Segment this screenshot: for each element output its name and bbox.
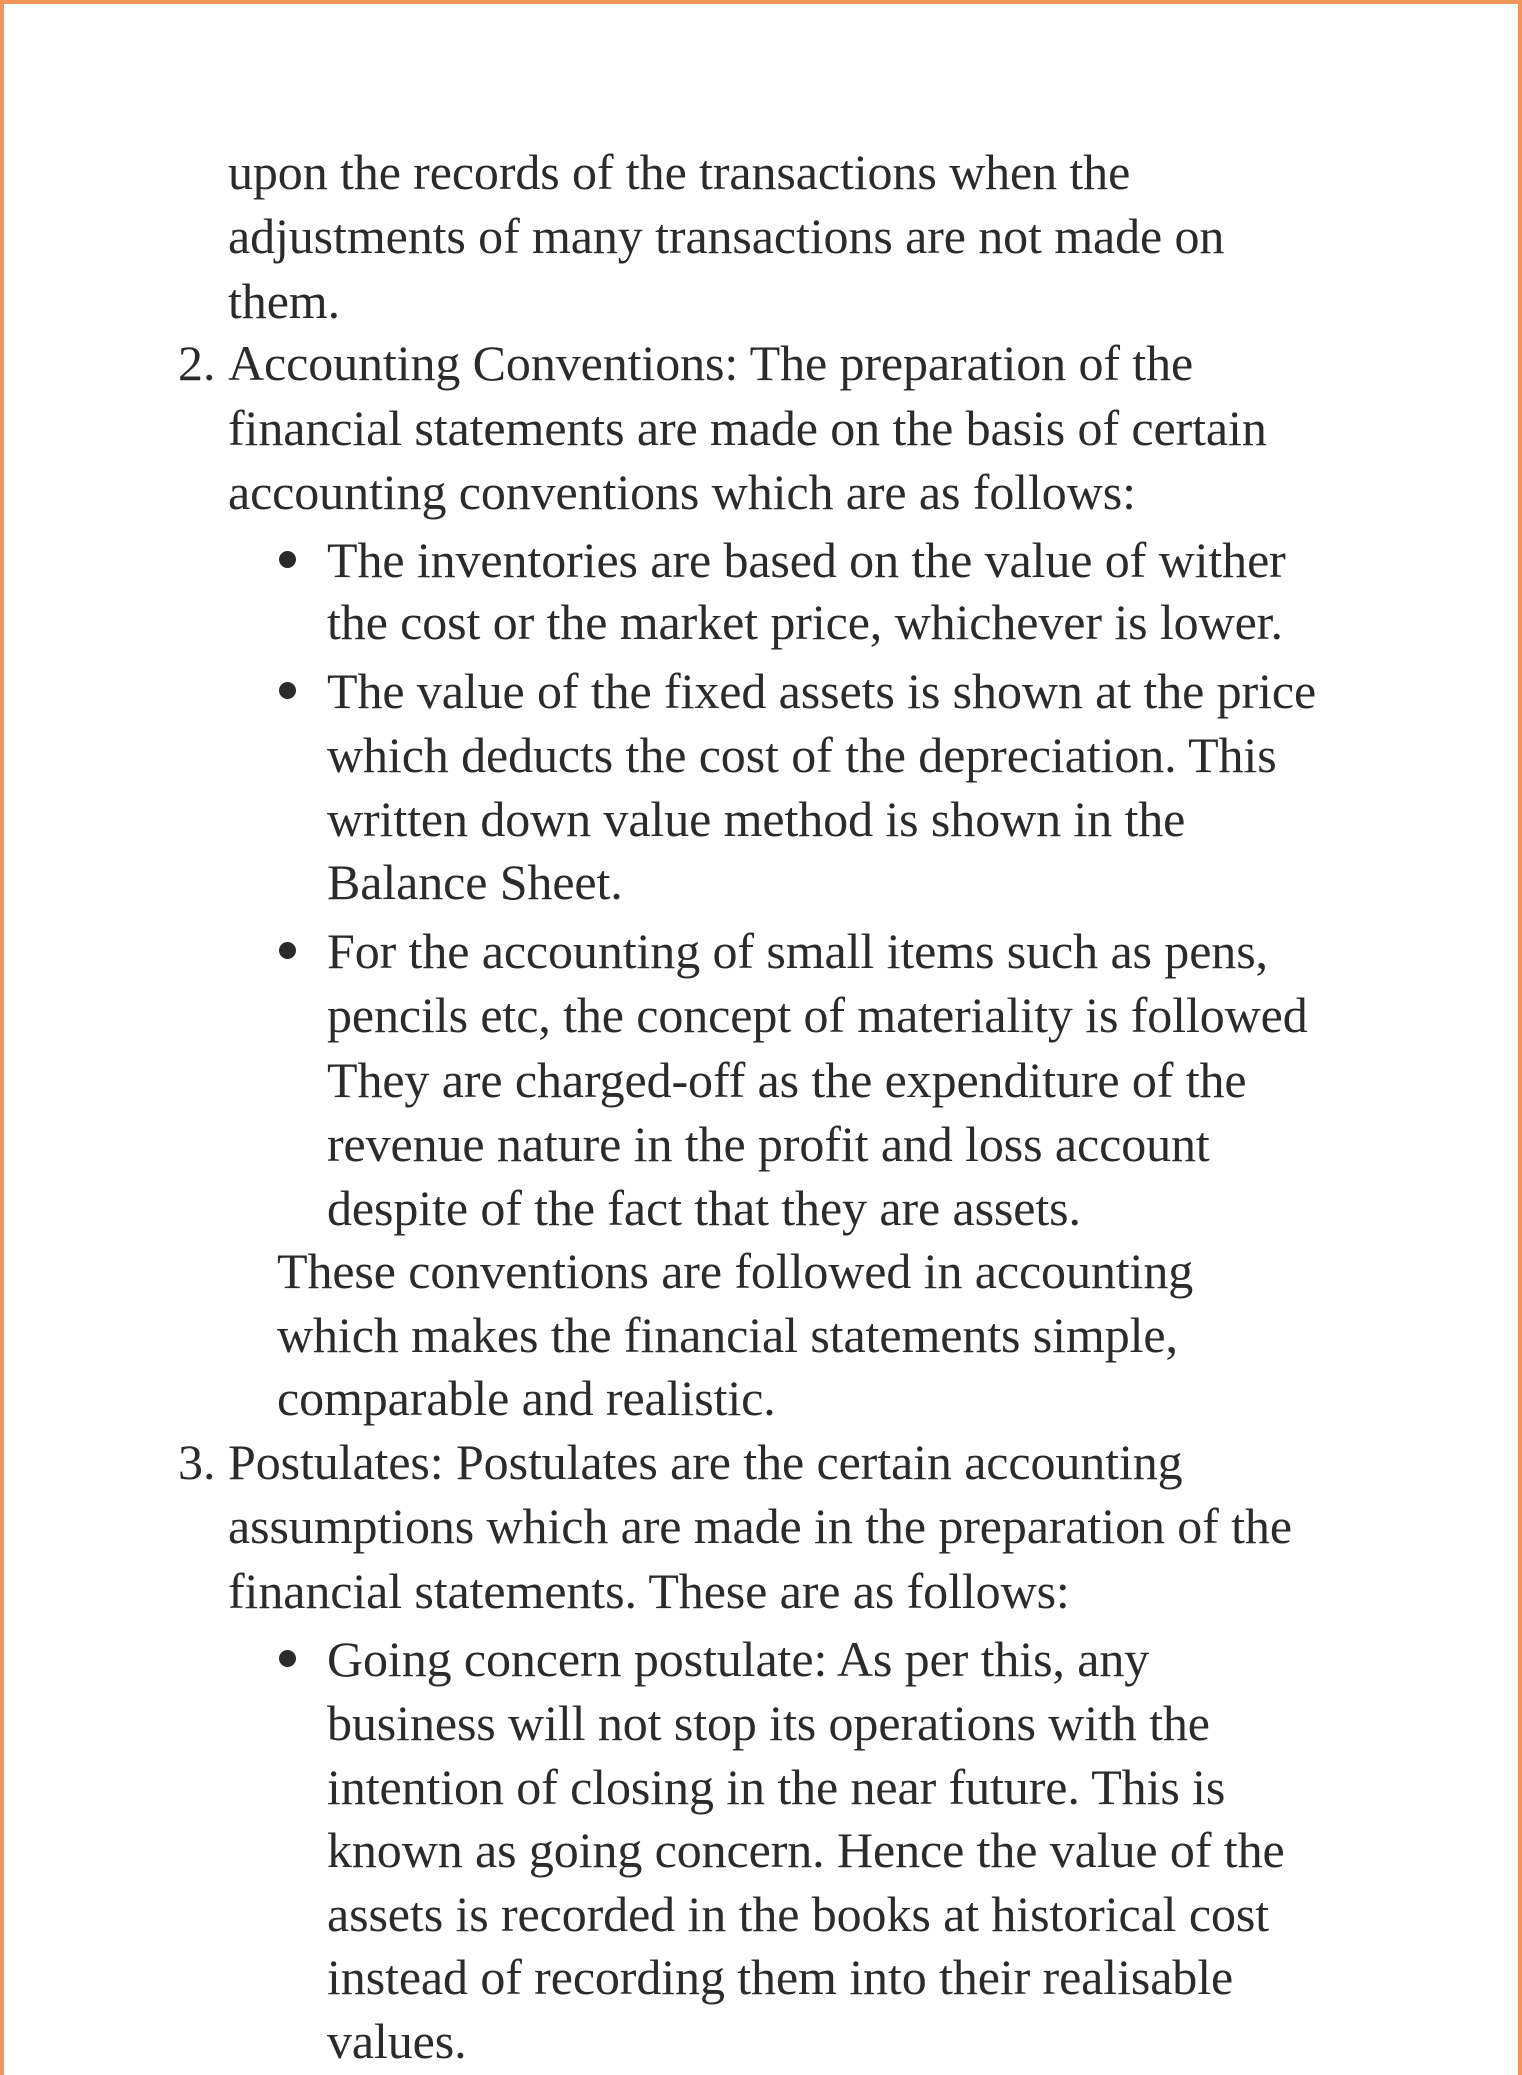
text-line: assumptions which are made in the preparation of the [228,1498,1292,1554]
list-number: 2. [178,335,216,391]
text-line: financial statements. These are as follows: [228,1563,1070,1619]
text-line: the cost or the market price, whichever is lower. [327,594,1283,650]
text-line: Postulates: Postulates are the certain accounting [228,1434,1183,1490]
text-line: The inventories are based on the value of wither [327,532,1286,588]
text-line: assets is recorded in the books at historical cost [327,1886,1269,1942]
text-line: The value of the fixed assets is shown at the price [327,663,1317,719]
text-line: financial statements are made on the basis of certain [228,400,1267,456]
text-line: which makes the financial statements simple, [277,1307,1178,1363]
text-line: intention of closing in the near future. This is [327,1759,1226,1815]
bullet-icon [279,942,296,959]
text-line: These conventions are followed in accounting [277,1243,1194,1299]
text-line: For the accounting of small items such as pens, [327,923,1268,979]
text-line: pencils etc, the concept of materiality is followed [327,987,1308,1043]
text-line: accounting conventions which are as follows: [228,464,1136,520]
text-line: comparable and realistic. [277,1370,776,1426]
text-line: business will not stop its operations with the [327,1695,1210,1751]
text-line: upon the records of the transactions when the [228,144,1131,200]
text-line: revenue nature in the profit and loss account [327,1116,1210,1172]
text-line: which deducts the cost of the depreciation. This [327,727,1277,783]
text-line: known as going concern. Hence the value of the [327,1822,1285,1878]
list-number: 3. [178,1434,216,1490]
text-line: instead of recording them into their realisable [327,1949,1234,2005]
text-line: Accounting Conventions: The preparation of the [228,335,1194,391]
text-line: despite of the fact that they are assets. [327,1180,1081,1236]
bullet-icon [279,551,296,568]
bullet-icon [279,682,296,699]
text-line: They are charged-off as the expenditure of the [327,1052,1247,1108]
text-line: them. [228,273,340,329]
text-line: Balance Sheet. [327,854,623,910]
text-line: written down value method is shown in the [327,791,1186,847]
text-line: adjustments of many transactions are not made on [228,208,1225,264]
bullet-icon [279,1650,296,1667]
text-line: values. [327,2013,467,2069]
text-line: Going concern postulate: As per this, any [327,1631,1150,1687]
